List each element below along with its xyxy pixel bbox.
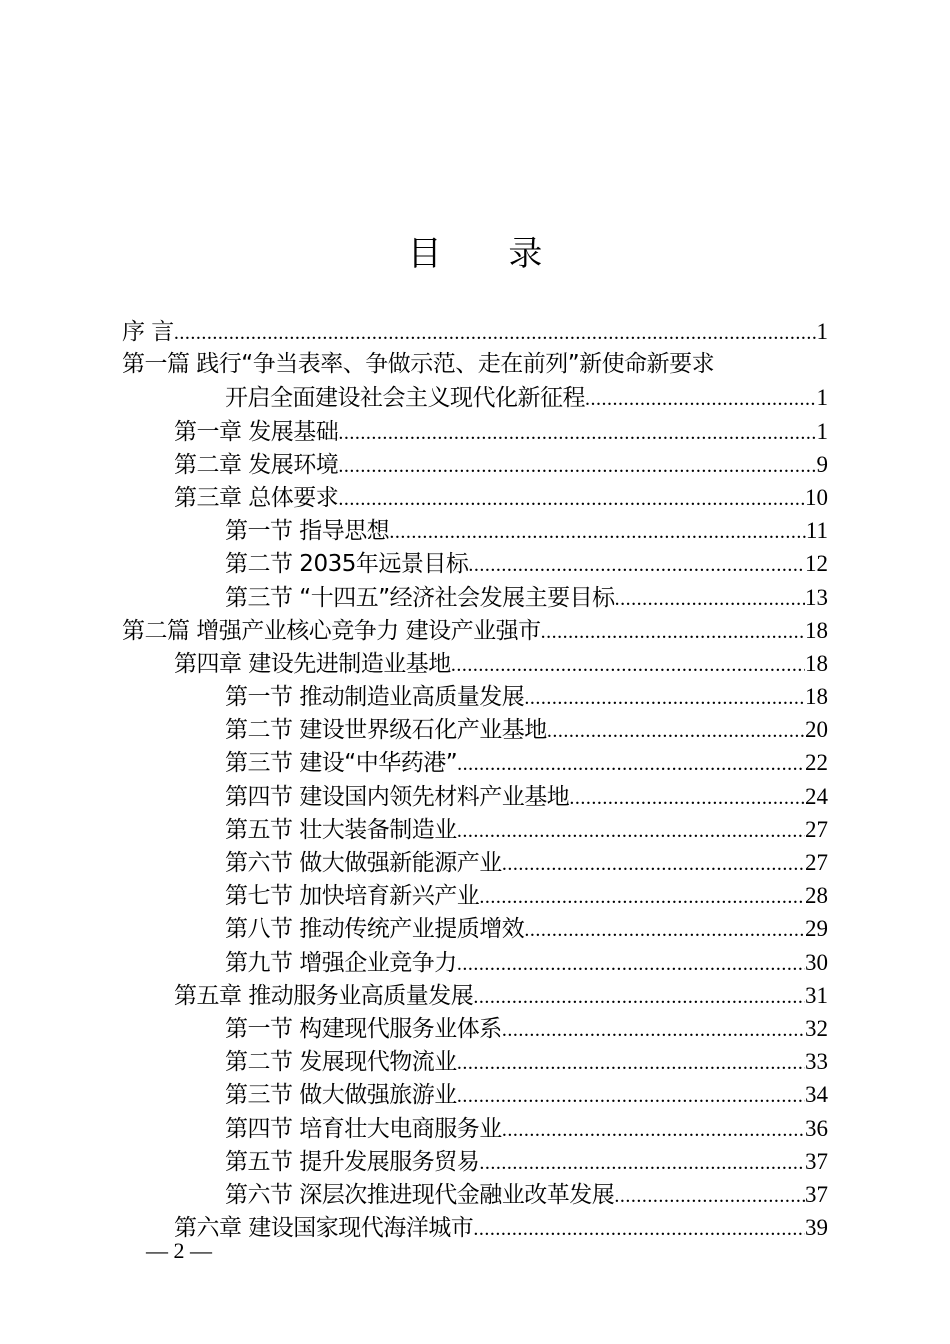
dot-leader — [468, 549, 805, 582]
toc-entry-page: 18 — [805, 617, 828, 643]
toc-entry[interactable] — [122, 614, 828, 647]
toc-entry[interactable] — [122, 713, 828, 746]
dot-leader — [479, 881, 805, 914]
toc-entry-label: 第一节 指导思想 — [225, 518, 390, 545]
toc-entry-label: 第二篇 增强产业核心竞争力 建设产业强市 — [122, 617, 541, 644]
toc-entry-label: 第四节 培育壮大电商服务业 — [225, 1115, 502, 1142]
dot-leader — [541, 616, 805, 649]
toc-entry-page: 32 — [805, 1015, 828, 1041]
dot-leader — [614, 1180, 805, 1213]
toc-entry[interactable] — [122, 1145, 828, 1178]
toc-entry-page: 37 — [805, 1181, 828, 1207]
toc-entry-label: 第三节 建设“中华药港” — [225, 750, 458, 777]
toc-entry[interactable] — [122, 780, 828, 813]
toc-entry-page: 9 — [816, 451, 828, 477]
page-number: — 2 — — [146, 1238, 212, 1263]
table-of-contents — [122, 315, 828, 1244]
toc-entry-page: 10 — [805, 484, 828, 510]
toc-entry[interactable] — [122, 1178, 828, 1211]
toc-entry[interactable] — [122, 1112, 828, 1145]
toc-entry-page: 1 — [816, 385, 828, 411]
toc-entry-label: 第二章 发展环境 — [174, 451, 339, 478]
toc-entry[interactable] — [122, 348, 828, 381]
toc-entry[interactable] — [122, 581, 828, 614]
dot-leader — [524, 682, 805, 715]
toc-entry[interactable] — [122, 514, 828, 547]
toc-entry-label: 第三节 “十四五”经济社会发展主要目标 — [225, 584, 615, 611]
toc-entry-page: 31 — [805, 982, 828, 1008]
toc-entry-page: 22 — [805, 750, 828, 776]
toc-entry[interactable] — [122, 879, 828, 912]
toc-entry[interactable] — [122, 1211, 828, 1244]
dot-leader — [338, 483, 805, 516]
toc-entry-page: 20 — [805, 717, 828, 743]
dot-leader — [457, 948, 805, 981]
toc-entry-label: 第四节 建设国内领先材料产业基地 — [225, 783, 570, 810]
toc-entry-page: 11 — [805, 518, 828, 544]
dot-leader — [615, 583, 805, 616]
toc-entry[interactable] — [122, 979, 828, 1012]
toc-entry[interactable] — [122, 912, 828, 945]
toc-entry-page: 1 — [816, 418, 828, 444]
toc-entry-page: 24 — [805, 783, 828, 809]
toc-entry-page: 18 — [805, 650, 828, 676]
toc-entry-page: 37 — [805, 1148, 828, 1174]
toc-entry-page: 29 — [805, 916, 828, 942]
toc-entry-page: 18 — [805, 684, 828, 710]
dot-leader — [502, 1014, 805, 1047]
dot-leader — [569, 782, 805, 815]
toc-entry-label: 序 言 — [122, 319, 174, 345]
dot-leader — [451, 649, 805, 682]
toc-entry-label: 第二节 2035年远景目标 — [225, 551, 469, 578]
toc-entry[interactable] — [122, 1078, 828, 1111]
toc-entry-label: 第一节 推动制造业高质量发展 — [225, 684, 525, 711]
toc-entry-label: 第五节 提升发展服务贸易 — [225, 1148, 480, 1175]
dot-leader — [473, 1213, 805, 1246]
toc-entry-label: 第二节 发展现代物流业 — [225, 1049, 457, 1076]
toc-entry[interactable] — [122, 946, 828, 979]
toc-entry-page: 34 — [805, 1082, 828, 1108]
toc-entry-page: 28 — [805, 883, 828, 909]
toc-entry[interactable] — [122, 415, 828, 448]
toc-entry[interactable] — [122, 680, 828, 713]
toc-entry-label: 开启全面建设社会主义现代化新征程 — [225, 385, 585, 412]
dot-leader — [479, 1147, 805, 1180]
toc-entry-page: 30 — [805, 949, 828, 975]
dot-leader — [547, 715, 805, 748]
toc-entry-label: 第一节 构建现代服务业体系 — [225, 1015, 502, 1042]
toc-entry[interactable] — [122, 315, 828, 348]
toc-entry-label: 第六章 建设国家现代海洋城市 — [174, 1215, 474, 1242]
toc-entry-label: 第四章 建设先进制造业基地 — [174, 650, 451, 677]
toc-entry-label: 第八节 推动传统产业提质增效 — [225, 916, 525, 943]
toc-entry-page: 36 — [805, 1115, 828, 1141]
toc-entry[interactable] — [122, 1012, 828, 1045]
dot-leader — [585, 383, 817, 416]
dot-leader — [502, 848, 805, 881]
dot-leader — [524, 914, 805, 947]
dot-leader — [174, 317, 817, 350]
toc-entry-page: 27 — [805, 816, 828, 842]
toc-entry-page: 13 — [805, 584, 828, 610]
toc-entry-label: 第七节 加快培育新兴产业 — [225, 883, 480, 910]
toc-entry-page: 12 — [805, 551, 828, 577]
toc-entry[interactable] — [122, 481, 828, 514]
toc-entry-label: 第一章 发展基础 — [174, 418, 339, 445]
toc-entry-label: 第三章 总体要求 — [174, 484, 339, 511]
toc-entry-page: 1 — [816, 319, 828, 344]
toc-entry[interactable] — [122, 846, 828, 879]
dot-leader — [457, 748, 805, 781]
toc-entry-label: 第五节 壮大装备制造业 — [225, 816, 457, 843]
toc-entry-page: 33 — [805, 1049, 828, 1075]
toc-entry[interactable] — [122, 448, 828, 481]
toc-entry-label: 第六节 深层次推进现代金融业改革发展 — [225, 1181, 615, 1208]
toc-entry-label: 第一篇 践行“争当表率、争做示范、走在前列”新使命新要求 — [122, 351, 715, 378]
dot-leader — [457, 815, 805, 848]
toc-entry-page: 27 — [805, 850, 828, 875]
toc-entry-page: 39 — [805, 1215, 828, 1241]
dot-leader — [502, 1114, 805, 1147]
dot-leader — [338, 450, 816, 483]
toc-entry-label: 第五章 推动服务业高质量发展 — [174, 982, 474, 1009]
toc-entry[interactable] — [122, 746, 828, 779]
dot-leader — [473, 981, 805, 1014]
toc-entry-label: 第二节 建设世界级石化产业基地 — [225, 717, 547, 744]
toc-entry[interactable] — [122, 381, 828, 414]
dot-leader — [389, 516, 806, 549]
dot-leader — [457, 1047, 805, 1080]
page-title: 目 录 — [407, 234, 571, 274]
toc-entry[interactable] — [122, 813, 828, 846]
dot-leader — [338, 417, 816, 450]
toc-entry-label: 第三节 做大做强旅游业 — [225, 1082, 457, 1109]
toc-entry[interactable] — [122, 1045, 828, 1078]
dot-leader — [457, 1080, 805, 1113]
toc-entry[interactable] — [122, 647, 828, 680]
toc-entry-label: 第九节 增强企业竞争力 — [225, 949, 457, 976]
toc-entry[interactable] — [122, 547, 828, 580]
toc-entry-label: 第六节 做大做强新能源产业 — [225, 850, 502, 876]
